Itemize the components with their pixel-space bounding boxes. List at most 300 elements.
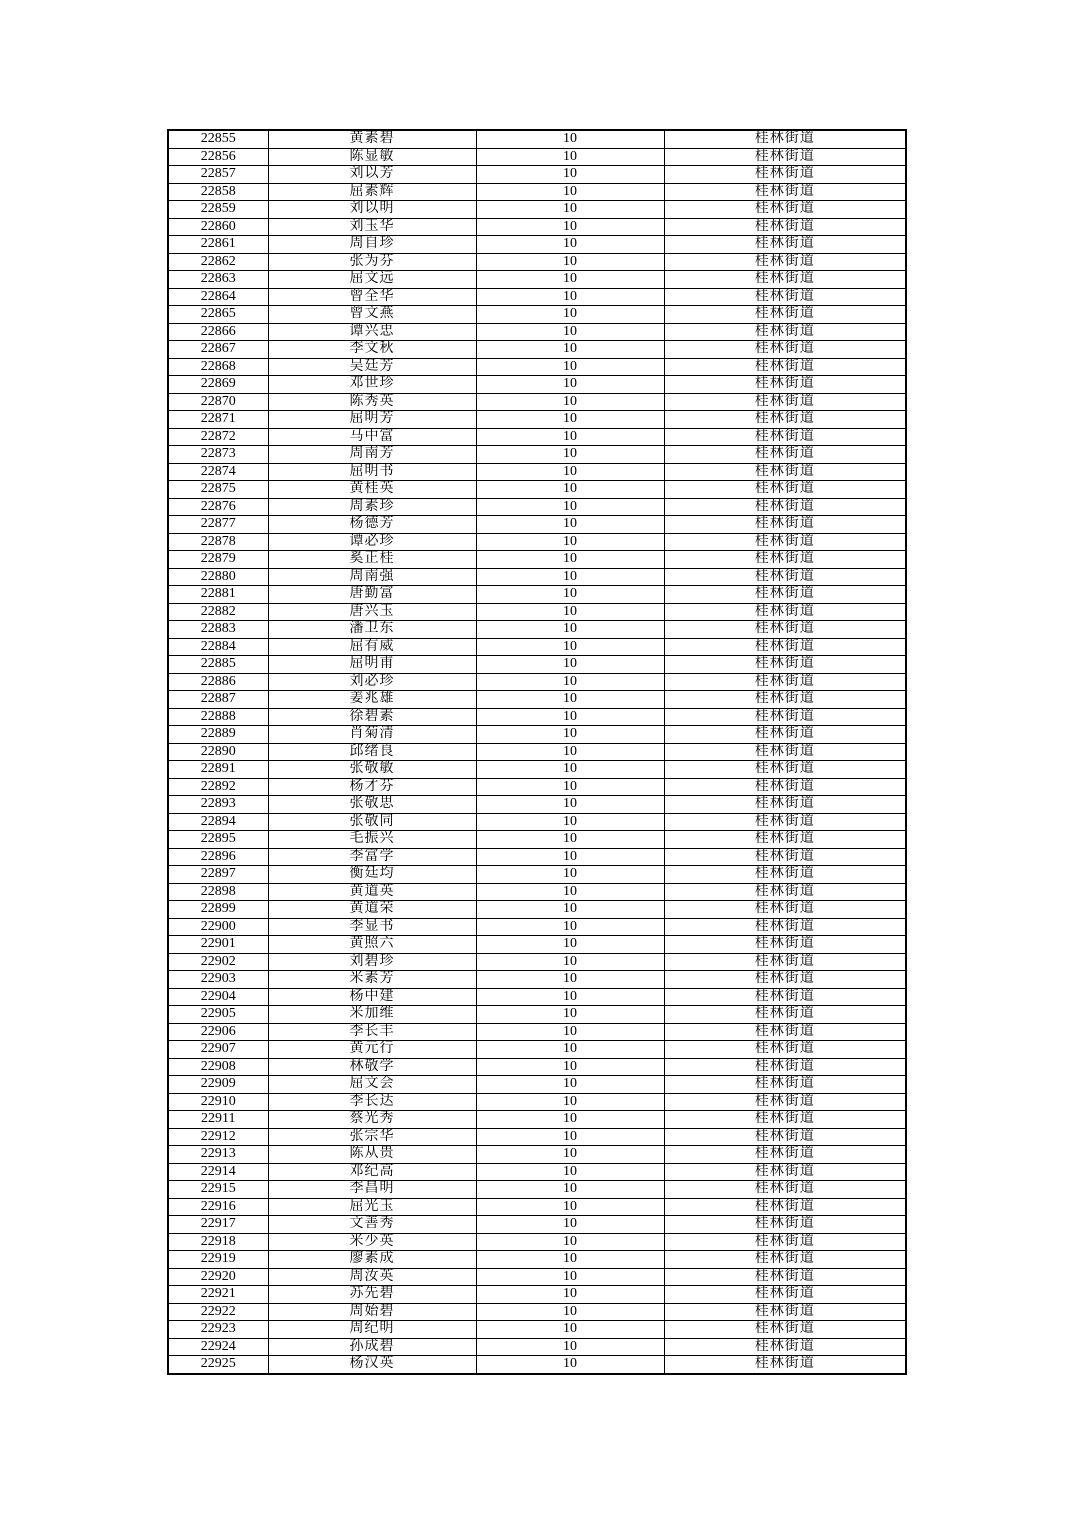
amount-cell: 10 [476, 813, 664, 831]
name-cell: 米少英 [268, 1233, 476, 1251]
table-row [168, 761, 906, 779]
amount-cell: 10 [476, 1233, 664, 1251]
name-cell: 曾文燕 [268, 306, 476, 324]
amount-cell: 10 [476, 848, 664, 866]
amount-cell: 10 [476, 306, 664, 324]
amount-cell: 10 [476, 796, 664, 814]
row-number-cell: 22896 [168, 848, 268, 866]
table-row [168, 323, 906, 341]
street-cell: 桂林街道 [664, 1093, 906, 1111]
table-row [168, 691, 906, 709]
row-number-cell: 22892 [168, 778, 268, 796]
amount-cell: 10 [476, 953, 664, 971]
row-number-cell: 22877 [168, 516, 268, 534]
street-cell: 桂林街道 [664, 988, 906, 1006]
amount-cell: 10 [476, 883, 664, 901]
row-number-cell: 22865 [168, 306, 268, 324]
amount-cell: 10 [476, 1006, 664, 1024]
amount-cell: 10 [476, 1321, 664, 1339]
table-row [168, 1006, 906, 1024]
amount-cell: 10 [476, 1286, 664, 1304]
name-cell: 孙成碧 [268, 1338, 476, 1356]
amount-cell: 10 [476, 446, 664, 464]
row-number-cell: 22859 [168, 201, 268, 219]
amount-cell: 10 [476, 918, 664, 936]
street-cell: 桂林街道 [664, 691, 906, 709]
name-cell: 周素珍 [268, 498, 476, 516]
street-cell: 桂林街道 [664, 533, 906, 551]
table-row [168, 953, 906, 971]
name-cell: 姜兆雄 [268, 691, 476, 709]
street-cell: 桂林街道 [664, 1111, 906, 1129]
row-number-cell: 22920 [168, 1268, 268, 1286]
row-number-cell: 22869 [168, 376, 268, 394]
table-row [168, 393, 906, 411]
row-number-cell: 22898 [168, 883, 268, 901]
row-number-cell: 22924 [168, 1338, 268, 1356]
street-cell: 桂林街道 [664, 656, 906, 674]
row-number-cell: 22890 [168, 743, 268, 761]
amount-cell: 10 [476, 393, 664, 411]
name-cell: 张敬思 [268, 796, 476, 814]
amount-cell: 10 [476, 271, 664, 289]
row-number-cell: 22872 [168, 428, 268, 446]
street-cell: 桂林街道 [664, 971, 906, 989]
street-cell: 桂林街道 [664, 831, 906, 849]
table-row [168, 1338, 906, 1356]
name-cell: 陈秀英 [268, 393, 476, 411]
row-number-cell: 22905 [168, 1006, 268, 1024]
street-cell: 桂林街道 [664, 358, 906, 376]
name-cell: 刘必珍 [268, 673, 476, 691]
amount-cell: 10 [476, 1356, 664, 1374]
amount-cell: 10 [476, 778, 664, 796]
amount-cell: 10 [476, 288, 664, 306]
row-number-cell: 22857 [168, 166, 268, 184]
amount-cell: 10 [476, 376, 664, 394]
table-row [168, 253, 906, 271]
name-cell: 米加维 [268, 1006, 476, 1024]
table-row [168, 848, 906, 866]
amount-cell: 10 [476, 743, 664, 761]
row-number-cell: 22923 [168, 1321, 268, 1339]
name-cell: 周南芳 [268, 446, 476, 464]
row-number-cell: 22856 [168, 148, 268, 166]
street-cell: 桂林街道 [664, 411, 906, 429]
name-cell: 黄素碧 [268, 130, 476, 148]
row-number-cell: 22917 [168, 1216, 268, 1234]
table-row [168, 341, 906, 359]
amount-cell: 10 [476, 656, 664, 674]
row-number-cell: 22919 [168, 1251, 268, 1269]
street-cell: 桂林街道 [664, 1303, 906, 1321]
name-cell: 黄道英 [268, 883, 476, 901]
amount-cell: 10 [476, 586, 664, 604]
name-cell: 廖素成 [268, 1251, 476, 1269]
row-number-cell: 22916 [168, 1198, 268, 1216]
name-cell: 周始碧 [268, 1303, 476, 1321]
table-row [168, 183, 906, 201]
name-cell: 谭必珍 [268, 533, 476, 551]
amount-cell: 10 [476, 1093, 664, 1111]
table-row [168, 166, 906, 184]
row-number-cell: 22899 [168, 901, 268, 919]
name-cell: 衡廷均 [268, 866, 476, 884]
amount-cell: 10 [476, 1303, 664, 1321]
amount-cell: 10 [476, 1023, 664, 1041]
name-cell: 杨德芳 [268, 516, 476, 534]
street-cell: 桂林街道 [664, 813, 906, 831]
name-cell: 黄道荣 [268, 901, 476, 919]
row-number-cell: 22855 [168, 130, 268, 148]
row-number-cell: 22870 [168, 393, 268, 411]
table-row [168, 708, 906, 726]
street-cell: 桂林街道 [664, 166, 906, 184]
table-row [168, 201, 906, 219]
street-cell: 桂林街道 [664, 428, 906, 446]
name-cell: 周南强 [268, 568, 476, 586]
amount-cell: 10 [476, 1128, 664, 1146]
row-number-cell: 22893 [168, 796, 268, 814]
table-row [168, 271, 906, 289]
street-cell: 桂林街道 [664, 1216, 906, 1234]
street-cell: 桂林街道 [664, 481, 906, 499]
table-row [168, 1356, 906, 1374]
name-cell: 张为芬 [268, 253, 476, 271]
table-row [168, 796, 906, 814]
row-number-cell: 22874 [168, 463, 268, 481]
row-number-cell: 22873 [168, 446, 268, 464]
name-cell: 黄元行 [268, 1041, 476, 1059]
name-cell: 屈素辉 [268, 183, 476, 201]
row-number-cell: 22875 [168, 481, 268, 499]
street-cell: 桂林街道 [664, 288, 906, 306]
amount-cell: 10 [476, 218, 664, 236]
amount-cell: 10 [476, 236, 664, 254]
amount-cell: 10 [476, 568, 664, 586]
table-row [168, 516, 906, 534]
table-row [168, 1268, 906, 1286]
table-row [168, 130, 906, 148]
row-number-cell: 22914 [168, 1163, 268, 1181]
name-cell: 刘以明 [268, 201, 476, 219]
row-number-cell: 22900 [168, 918, 268, 936]
amount-cell: 10 [476, 621, 664, 639]
street-cell: 桂林街道 [664, 463, 906, 481]
name-cell: 黄照六 [268, 936, 476, 954]
table-row [168, 936, 906, 954]
row-number-cell: 22909 [168, 1076, 268, 1094]
row-number-cell: 22885 [168, 656, 268, 674]
amount-cell: 10 [476, 866, 664, 884]
table-row [168, 831, 906, 849]
amount-cell: 10 [476, 130, 664, 148]
table-row [168, 498, 906, 516]
name-cell: 屈光玉 [268, 1198, 476, 1216]
name-cell: 李富学 [268, 848, 476, 866]
table-row [168, 778, 906, 796]
row-number-cell: 22881 [168, 586, 268, 604]
street-cell: 桂林街道 [664, 551, 906, 569]
table-row [168, 446, 906, 464]
street-cell: 桂林街道 [664, 236, 906, 254]
row-number-cell: 22862 [168, 253, 268, 271]
table-row [168, 1058, 906, 1076]
name-cell: 徐碧素 [268, 708, 476, 726]
table-row [168, 1041, 906, 1059]
table-row [168, 743, 906, 761]
table-row [168, 236, 906, 254]
row-number-cell: 22886 [168, 673, 268, 691]
amount-cell: 10 [476, 1041, 664, 1059]
table-row [168, 726, 906, 744]
table-row [168, 306, 906, 324]
table-row [168, 568, 906, 586]
amount-cell: 10 [476, 516, 664, 534]
street-cell: 桂林街道 [664, 393, 906, 411]
name-cell: 李昌明 [268, 1181, 476, 1199]
table-row [168, 603, 906, 621]
row-number-cell: 22863 [168, 271, 268, 289]
row-number-cell: 22913 [168, 1146, 268, 1164]
table-row [168, 813, 906, 831]
amount-cell: 10 [476, 1198, 664, 1216]
row-number-cell: 22878 [168, 533, 268, 551]
row-number-cell: 22866 [168, 323, 268, 341]
table-row [168, 428, 906, 446]
name-cell: 屈明芳 [268, 411, 476, 429]
street-cell: 桂林街道 [664, 130, 906, 148]
amount-cell: 10 [476, 691, 664, 709]
amount-cell: 10 [476, 603, 664, 621]
row-number-cell: 22858 [168, 183, 268, 201]
table-row [168, 1111, 906, 1129]
street-cell: 桂林街道 [664, 218, 906, 236]
row-number-cell: 22891 [168, 761, 268, 779]
table-row [168, 376, 906, 394]
street-cell: 桂林街道 [664, 673, 906, 691]
row-number-cell: 22861 [168, 236, 268, 254]
name-cell: 杨汉英 [268, 1356, 476, 1374]
table-row [168, 1146, 906, 1164]
name-cell: 屈文会 [268, 1076, 476, 1094]
row-number-cell: 22918 [168, 1233, 268, 1251]
street-cell: 桂林街道 [664, 446, 906, 464]
street-cell: 桂林街道 [664, 866, 906, 884]
amount-cell: 10 [476, 148, 664, 166]
amount-cell: 10 [476, 166, 664, 184]
street-cell: 桂林街道 [664, 586, 906, 604]
amount-cell: 10 [476, 1076, 664, 1094]
table-row [168, 358, 906, 376]
row-number-cell: 22864 [168, 288, 268, 306]
table-row [168, 551, 906, 569]
name-cell: 张敬同 [268, 813, 476, 831]
street-cell: 桂林街道 [664, 708, 906, 726]
amount-cell: 10 [476, 1181, 664, 1199]
street-cell: 桂林街道 [664, 726, 906, 744]
row-number-cell: 22895 [168, 831, 268, 849]
street-cell: 桂林街道 [664, 1198, 906, 1216]
amount-cell: 10 [476, 551, 664, 569]
row-number-cell: 22911 [168, 1111, 268, 1129]
amount-cell: 10 [476, 761, 664, 779]
table-row [168, 148, 906, 166]
name-cell: 屈有威 [268, 638, 476, 656]
name-cell: 杨才芬 [268, 778, 476, 796]
amount-cell: 10 [476, 638, 664, 656]
row-number-cell: 22868 [168, 358, 268, 376]
name-cell: 吴廷芳 [268, 358, 476, 376]
name-cell: 谭兴忠 [268, 323, 476, 341]
name-cell: 唐兴玉 [268, 603, 476, 621]
name-cell: 杨中建 [268, 988, 476, 1006]
table-row [168, 586, 906, 604]
amount-cell: 10 [476, 428, 664, 446]
row-number-cell: 22903 [168, 971, 268, 989]
street-cell: 桂林街道 [664, 253, 906, 271]
street-cell: 桂林街道 [664, 341, 906, 359]
name-cell: 屈明书 [268, 463, 476, 481]
street-cell: 桂林街道 [664, 936, 906, 954]
row-number-cell: 22901 [168, 936, 268, 954]
row-number-cell: 22897 [168, 866, 268, 884]
street-cell: 桂林街道 [664, 568, 906, 586]
name-cell: 苏先碧 [268, 1286, 476, 1304]
amount-cell: 10 [476, 498, 664, 516]
street-cell: 桂林街道 [664, 848, 906, 866]
row-number-cell: 22925 [168, 1356, 268, 1374]
street-cell: 桂林街道 [664, 1286, 906, 1304]
table-row [168, 1303, 906, 1321]
name-cell: 周汝英 [268, 1268, 476, 1286]
amount-cell: 10 [476, 1216, 664, 1234]
street-cell: 桂林街道 [664, 306, 906, 324]
amount-cell: 10 [476, 183, 664, 201]
table-row [168, 1198, 906, 1216]
row-number-cell: 22889 [168, 726, 268, 744]
amount-cell: 10 [476, 1111, 664, 1129]
row-number-cell: 22876 [168, 498, 268, 516]
name-cell: 曾全华 [268, 288, 476, 306]
table-row [168, 288, 906, 306]
amount-cell: 10 [476, 481, 664, 499]
amount-cell: 10 [476, 358, 664, 376]
street-cell: 桂林街道 [664, 1006, 906, 1024]
amount-cell: 10 [476, 1338, 664, 1356]
table-row [168, 866, 906, 884]
row-number-cell: 22860 [168, 218, 268, 236]
table-row [168, 1321, 906, 1339]
street-cell: 桂林街道 [664, 918, 906, 936]
street-cell: 桂林街道 [664, 1076, 906, 1094]
table-row [168, 1023, 906, 1041]
table-row [168, 901, 906, 919]
name-cell: 张宗华 [268, 1128, 476, 1146]
street-cell: 桂林街道 [664, 953, 906, 971]
name-cell: 邓世珍 [268, 376, 476, 394]
row-number-cell: 22904 [168, 988, 268, 1006]
street-cell: 桂林街道 [664, 376, 906, 394]
name-cell: 邓纪高 [268, 1163, 476, 1181]
street-cell: 桂林街道 [664, 498, 906, 516]
name-cell: 李显书 [268, 918, 476, 936]
street-cell: 桂林街道 [664, 778, 906, 796]
roster-body [168, 130, 906, 1374]
row-number-cell: 22906 [168, 1023, 268, 1041]
street-cell: 桂林街道 [664, 1321, 906, 1339]
table-row [168, 1181, 906, 1199]
row-number-cell: 22921 [168, 1286, 268, 1304]
amount-cell: 10 [476, 1268, 664, 1286]
name-cell: 肖菊清 [268, 726, 476, 744]
row-number-cell: 22908 [168, 1058, 268, 1076]
table-row [168, 1076, 906, 1094]
table-row [168, 1233, 906, 1251]
street-cell: 桂林街道 [664, 761, 906, 779]
name-cell: 陈从贵 [268, 1146, 476, 1164]
row-number-cell: 22902 [168, 953, 268, 971]
row-number-cell: 22880 [168, 568, 268, 586]
name-cell: 屈文远 [268, 271, 476, 289]
amount-cell: 10 [476, 323, 664, 341]
name-cell: 张敬敏 [268, 761, 476, 779]
street-cell: 桂林街道 [664, 743, 906, 761]
street-cell: 桂林街道 [664, 323, 906, 341]
street-cell: 桂林街道 [664, 271, 906, 289]
name-cell: 刘玉华 [268, 218, 476, 236]
row-number-cell: 22922 [168, 1303, 268, 1321]
name-cell: 刘碧珍 [268, 953, 476, 971]
street-cell: 桂林街道 [664, 1356, 906, 1374]
amount-cell: 10 [476, 988, 664, 1006]
name-cell: 李长丰 [268, 1023, 476, 1041]
street-cell: 桂林街道 [664, 516, 906, 534]
row-number-cell: 22888 [168, 708, 268, 726]
amount-cell: 10 [476, 708, 664, 726]
street-cell: 桂林街道 [664, 183, 906, 201]
amount-cell: 10 [476, 201, 664, 219]
table-row [168, 883, 906, 901]
street-cell: 桂林街道 [664, 1181, 906, 1199]
street-cell: 桂林街道 [664, 1268, 906, 1286]
row-number-cell: 22915 [168, 1181, 268, 1199]
amount-cell: 10 [476, 971, 664, 989]
street-cell: 桂林街道 [664, 148, 906, 166]
amount-cell: 10 [476, 1058, 664, 1076]
table-row [168, 673, 906, 691]
amount-cell: 10 [476, 936, 664, 954]
table-row [168, 1163, 906, 1181]
name-cell: 周自珍 [268, 236, 476, 254]
row-number-cell: 22879 [168, 551, 268, 569]
amount-cell: 10 [476, 1146, 664, 1164]
row-number-cell: 22910 [168, 1093, 268, 1111]
table-row [168, 988, 906, 1006]
amount-cell: 10 [476, 673, 664, 691]
amount-cell: 10 [476, 1251, 664, 1269]
name-cell: 蔡光秀 [268, 1111, 476, 1129]
table-row [168, 1216, 906, 1234]
row-number-cell: 22883 [168, 621, 268, 639]
table-row [168, 621, 906, 639]
amount-cell: 10 [476, 411, 664, 429]
amount-cell: 10 [476, 831, 664, 849]
name-cell: 潘卫东 [268, 621, 476, 639]
table-row [168, 411, 906, 429]
roster-table [167, 129, 907, 1375]
row-number-cell: 22894 [168, 813, 268, 831]
